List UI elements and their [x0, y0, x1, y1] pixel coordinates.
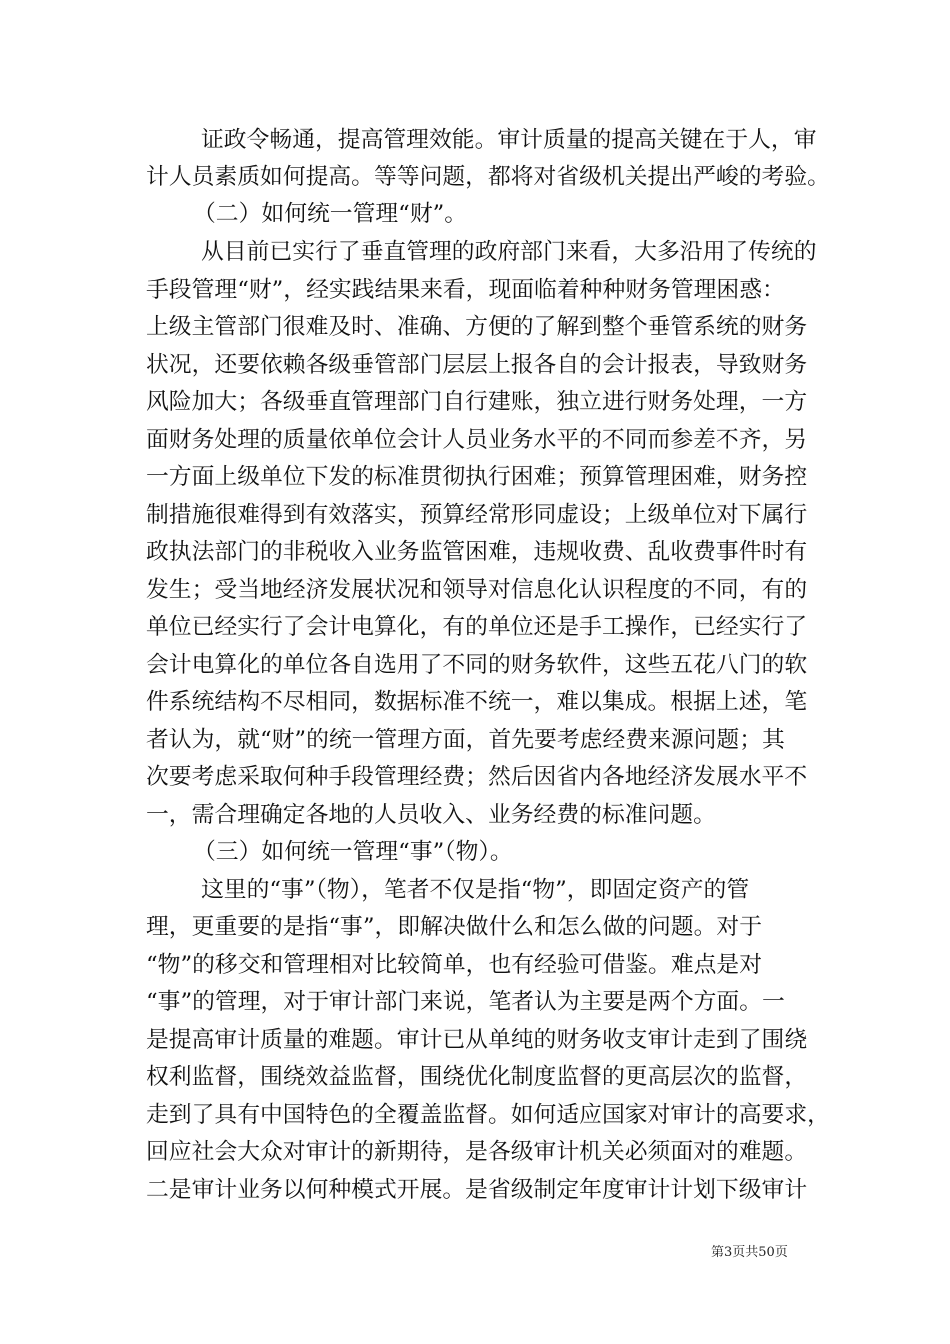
body-text-line: 一方面上级单位下发的标准贯彻执行困难；预算管理困难，财务控: [146, 464, 808, 490]
page-number-footer: 第3页共50页: [711, 1245, 788, 1260]
body-text-line: 会计电算化的单位各自选用了不同的财务软件，这些五花八门的软: [146, 652, 808, 678]
body-text-line: 是提高审计质量的难题。审计已从单纯的财务收支审计走到了围绕: [146, 1027, 808, 1053]
body-text-line: “物”的移交和管理相对比较简单，也有经验可借鉴。难点是对: [146, 952, 763, 978]
body-text-line: 面财务处理的质量依单位会计人员业务水平的不同而参差不齐，另: [146, 427, 808, 453]
body-text-line: 从目前已实行了垂直管理的政府部门来看，大多沿用了传统的: [201, 239, 817, 265]
body-text-line: 发生；受当地经济发展状况和领导对信息化认识程度的不同，有的: [146, 577, 808, 603]
body-text-line: 二是审计业务以何种模式开展。是省级制定年度审计计划下级审计: [146, 1177, 808, 1203]
body-text-line: 这里的“事”（物），笔者不仅是指“物”，即固定资产的管: [201, 877, 750, 903]
body-text-line: 状况，还要依赖各级垂管部门层层上报各自的会计报表，导致财务: [146, 352, 808, 378]
body-text-line: 计人员素质如何提高。等等问题，都将对省级机关提出严峻的考验。: [146, 164, 830, 190]
body-text-line: 回应社会大众对审计的新期待，是各级审计机关必须面对的难题。: [146, 1139, 808, 1165]
body-text-line: 权利监督，围绕效益监督，围绕优化制度监督的更高层次的监督，: [146, 1064, 808, 1090]
body-text-line: 件系统结构不尽相同，数据标准不统一，难以集成。根据上述，笔: [146, 689, 808, 715]
body-text-line: 证政令畅通，提高管理效能。审计质量的提高关键在于人，审: [201, 127, 817, 153]
body-text-line: 者认为，就“财”的统一管理方面，首先要考虑经费来源问题；其: [146, 727, 785, 753]
body-text-line: 制措施很难得到有效落实，预算经常形同虚设；上级单位对下属行: [146, 502, 808, 528]
body-text-line: 政执法部门的非税收入业务监管困难，违规收费、乱收费事件时有: [146, 539, 808, 565]
body-text-line: 手段管理“财”，经实践结果来看，现面临着种种财务管理困惑：: [146, 277, 785, 303]
body-text-line: 风险加大；各级垂直管理部门自行建账，独立进行财务处理，一方: [146, 389, 808, 415]
section-heading-3: （三）如何统一管理“事”（物）。: [193, 839, 513, 865]
body-text-line: 一，需合理确定各地的人员收入、业务经费的标准问题。: [146, 802, 716, 828]
section-heading-2: （二）如何统一管理“财”。: [193, 201, 468, 227]
body-text-line: 单位已经实行了会计电算化，有的单位还是手工操作，已经实行了: [146, 614, 808, 640]
body-text-line: 理，更重要的是指“事”，即解决做什么和怎么做的问题。对于: [146, 914, 763, 940]
body-text-line: 走到了具有中国特色的全覆盖监督。如何适应国家对审计的高要求，: [146, 1102, 830, 1128]
body-text-line: “事”的管理，对于审计部门来说，笔者认为主要是两个方面。一: [146, 989, 785, 1015]
body-text-line: 次要考虑采取何种手段管理经费；然后因省内各地经济发展水平不: [146, 764, 808, 790]
body-text-line: 上级主管部门很难及时、准确、方便的了解到整个垂管系统的财务: [146, 314, 808, 340]
